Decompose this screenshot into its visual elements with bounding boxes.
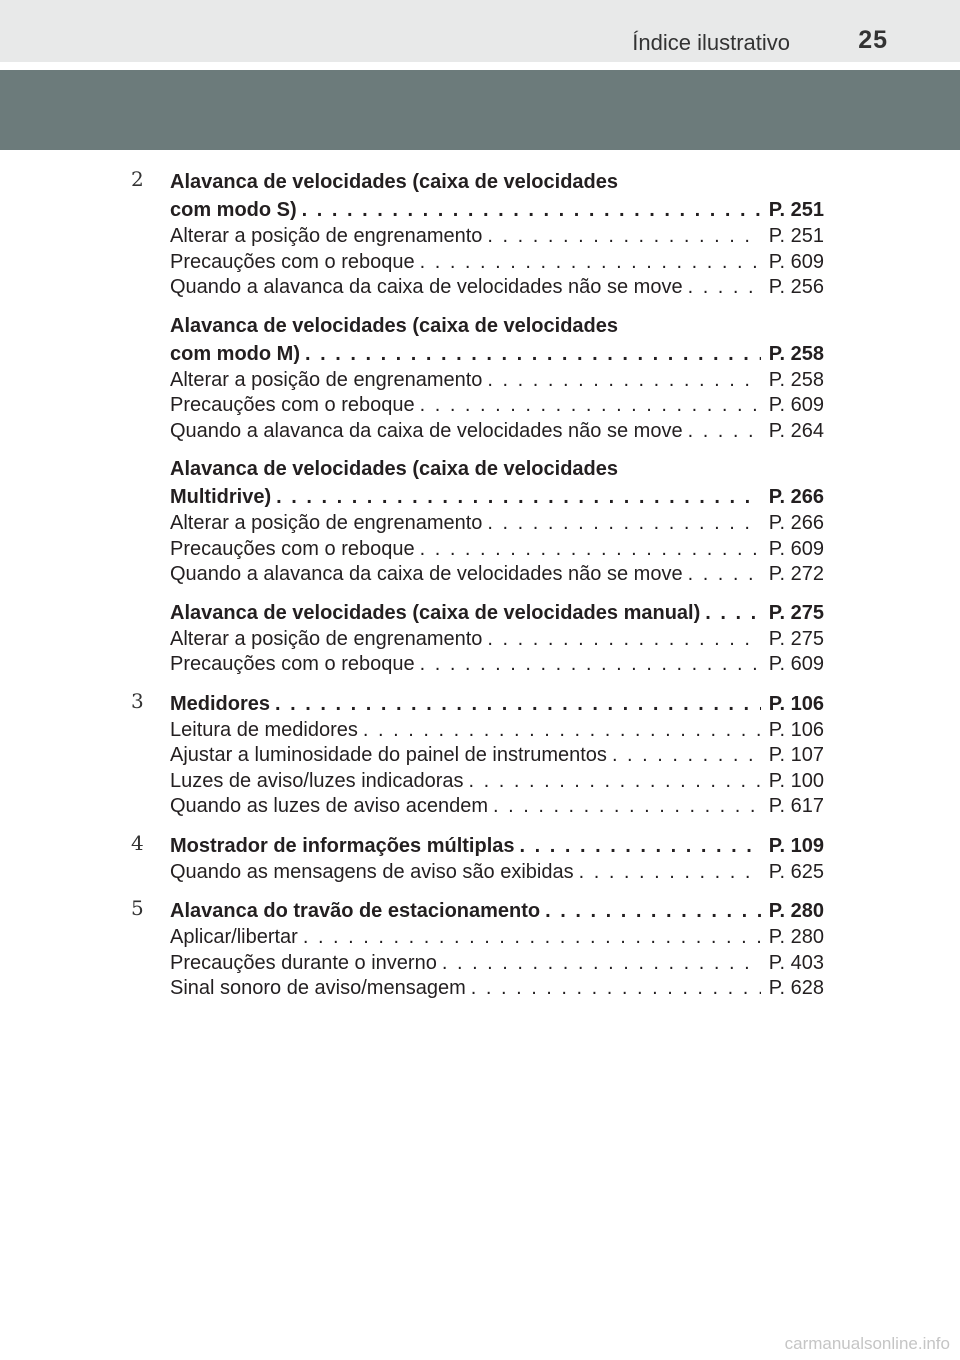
- entry-sub-row[interactable]: [170, 860, 824, 886]
- entry-sub-text: Alterar a posição de engrenamento: [170, 225, 483, 247]
- entry-sub-row[interactable]: [170, 925, 824, 951]
- entry-sub-row[interactable]: [170, 511, 824, 537]
- page-reference[interactable]: P. 609: [768, 537, 824, 560]
- entry-sub-text: Luzes de aviso/luzes indicadoras: [170, 769, 464, 792]
- entry-sub-text: Sinal sonoro de aviso/mensagem: [170, 977, 466, 999]
- page-reference[interactable]: P. 272: [768, 563, 824, 585]
- callout-marker: 3: [131, 688, 144, 713]
- entry-sub-row[interactable]: [170, 652, 824, 678]
- entry-main-row[interactable]: [170, 483, 824, 511]
- entry-main-text: com modo S): [170, 199, 297, 221]
- entry-title-line: Alavanca de velocidades (caixa de velocidades: [170, 458, 619, 480]
- dot-leader: [688, 275, 761, 301]
- entry-sub-row[interactable]: [170, 951, 824, 977]
- entry-sub-row[interactable]: [170, 393, 824, 419]
- entry-sub-row[interactable]: [170, 368, 824, 394]
- page-reference[interactable]: P. 258: [768, 368, 824, 391]
- dot-leader: [487, 224, 760, 250]
- page-reference[interactable]: P. 256: [768, 276, 824, 298]
- page-reference[interactable]: P. 628: [768, 977, 824, 999]
- entry-sub-row[interactable]: [170, 718, 824, 744]
- page-reference[interactable]: P. 275: [768, 601, 824, 624]
- page-reference[interactable]: P. 617: [768, 795, 824, 817]
- page-reference[interactable]: P. 258: [768, 342, 824, 365]
- entry-sub-text: Alterar a posição de engrenamento: [170, 368, 483, 391]
- page-reference[interactable]: P. 609: [768, 394, 824, 416]
- entry-main-row[interactable]: [170, 340, 824, 368]
- index-entry: [170, 832, 824, 886]
- page-reference[interactable]: P. 403: [768, 951, 824, 974]
- entry-sub-text: Quando a alavanca da caixa de velocidades não se move: [170, 563, 683, 585]
- entry-sub-row[interactable]: [170, 275, 824, 301]
- dot-leader: [493, 794, 761, 820]
- entry-main-row[interactable]: [170, 196, 824, 224]
- dot-leader: [276, 483, 761, 511]
- entry-main-row[interactable]: [170, 897, 824, 925]
- entry-sub-text: Precauções durante o inverno: [170, 951, 437, 974]
- dot-leader: [420, 250, 761, 276]
- dot-leader: [275, 690, 761, 718]
- dot-leader: [688, 562, 761, 588]
- page-reference[interactable]: P. 609: [768, 653, 824, 675]
- entry-sub-text: Leitura de medidores: [170, 718, 358, 741]
- page-reference[interactable]: P. 280: [768, 926, 824, 948]
- entry-sub-text: Precauções com o reboque: [170, 653, 415, 675]
- index-group: [0, 690, 960, 820]
- page-reference[interactable]: P. 264: [768, 419, 824, 442]
- entry-sub-row[interactable]: [170, 794, 824, 820]
- dot-leader: [471, 976, 761, 1002]
- index-group: [0, 168, 960, 678]
- index-group: [0, 897, 960, 1002]
- page-reference[interactable]: P. 609: [768, 250, 824, 273]
- dot-leader: [469, 769, 761, 795]
- entry-sub-row[interactable]: [170, 537, 824, 563]
- entry-sub-text: Quando as luzes de aviso acendem: [170, 795, 488, 817]
- page-reference[interactable]: P. 251: [768, 199, 824, 221]
- dot-leader: [579, 860, 761, 886]
- entry-title-line: Alavanca de velocidades (caixa de velocidades: [170, 171, 619, 193]
- dot-leader: [545, 897, 761, 925]
- page-reference[interactable]: P. 266: [768, 486, 824, 508]
- entry-sub-row[interactable]: [170, 562, 824, 588]
- entry-sub-text: Quando a alavanca da caixa de velocidades não se move: [170, 419, 683, 442]
- dot-leader: [420, 537, 761, 563]
- dot-leader: [520, 832, 761, 860]
- page-reference[interactable]: P. 275: [768, 627, 824, 650]
- callout-marker: 2: [131, 167, 144, 191]
- page-reference[interactable]: P. 625: [768, 860, 824, 883]
- entry-title-line: Alavanca de velocidades (caixa de velocidades: [170, 314, 619, 337]
- watermark: carmanualsonline.info: [784, 1334, 950, 1353]
- entry-sub-text: Quando as mensagens de aviso são exibidas: [170, 860, 574, 883]
- entry-sub-text: Alterar a posição de engrenamento: [170, 627, 483, 650]
- dot-leader: [302, 196, 761, 224]
- section-title: Índice ilustrativo: [632, 30, 790, 55]
- page-number: 25: [858, 26, 888, 54]
- entry-sub-text: Alterar a posição de engrenamento: [170, 512, 483, 534]
- header-band: [0, 70, 960, 150]
- entry-sub-row[interactable]: [170, 769, 824, 795]
- entry-main-text: Multidrive): [170, 486, 272, 508]
- entry-sub-row[interactable]: [170, 250, 824, 276]
- callout-marker: 5: [131, 896, 144, 920]
- index-entry: [170, 455, 824, 588]
- entry-sub-text: Aplicar/libertar: [170, 926, 298, 948]
- page-reference[interactable]: P. 106: [768, 718, 824, 741]
- top-bar: [0, 0, 960, 62]
- dot-leader: [487, 627, 760, 653]
- entry-sub-row[interactable]: [170, 976, 824, 1002]
- entry-main-row[interactable]: [170, 599, 824, 627]
- entry-sub-row[interactable]: [170, 743, 824, 769]
- dot-leader: [420, 393, 761, 419]
- entry-sub-text: Precauções com o reboque: [170, 394, 415, 416]
- dot-leader: [303, 925, 761, 951]
- dot-leader: [420, 652, 761, 678]
- index-entry: [170, 599, 824, 678]
- entry-main-text: Alavanca de velocidades (caixa de velocidades manual): [170, 601, 701, 624]
- dot-leader: [612, 743, 761, 769]
- entry-sub-row[interactable]: [170, 224, 824, 250]
- page-reference[interactable]: P. 266: [768, 512, 824, 534]
- entry-sub-row[interactable]: [170, 419, 824, 445]
- dot-leader: [487, 368, 760, 394]
- page-reference[interactable]: P. 109: [768, 834, 824, 857]
- entry-sub-text: Precauções com o reboque: [170, 250, 415, 273]
- dot-leader: [363, 718, 761, 744]
- entry-sub-text: Ajustar a luminosidade do painel de instrumentos: [170, 744, 607, 766]
- callout-marker: 4: [131, 830, 144, 855]
- entry-sub-row[interactable]: [170, 627, 824, 653]
- index-group: [0, 832, 960, 886]
- entry-sub-text: Precauções com o reboque: [170, 537, 415, 560]
- page-reference[interactable]: P. 106: [768, 692, 824, 715]
- index-entry: [170, 897, 824, 1002]
- entry-main-text: com modo M): [170, 342, 300, 365]
- entry-main-text: Alavanca do travão de estacionamento: [170, 900, 541, 922]
- entry-sub-text: Quando a alavanca da caixa de velocidades não se move: [170, 276, 683, 298]
- index-entry: [170, 168, 824, 301]
- index-entry: [170, 690, 824, 820]
- index-entry: [170, 312, 824, 445]
- entry-main-text: Mostrador de informações múltiplas: [170, 834, 515, 857]
- entry-main-row[interactable]: [170, 832, 824, 860]
- page-reference[interactable]: P. 251: [768, 225, 824, 247]
- dot-leader: [305, 340, 761, 368]
- entry-main-text: Medidores: [170, 692, 271, 715]
- dot-leader: [688, 419, 761, 445]
- page-reference[interactable]: P. 100: [768, 769, 824, 792]
- dot-leader: [487, 511, 760, 537]
- index-content: [0, 168, 960, 1014]
- dot-leader: [705, 599, 761, 627]
- dot-leader: [442, 951, 761, 977]
- entry-main-row[interactable]: [170, 690, 824, 718]
- page-reference[interactable]: P. 107: [768, 744, 824, 766]
- page-reference[interactable]: P. 280: [768, 900, 824, 922]
